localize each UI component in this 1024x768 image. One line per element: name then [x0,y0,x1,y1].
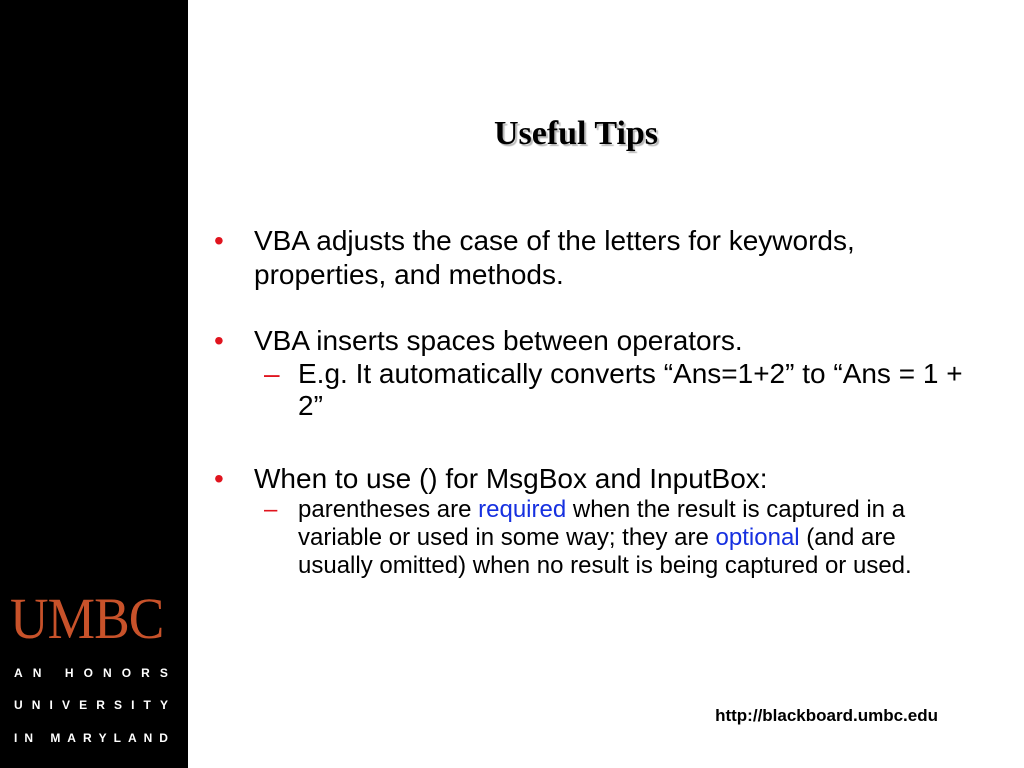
bullet-icon: • [214,225,224,256]
logo-letter [51,666,54,680]
logo-letter: H [64,666,74,680]
logo-letter: R [141,666,150,680]
logo-letter: T [143,698,151,712]
logo-letter: A [14,666,23,680]
logo-letter: L [113,731,121,745]
dash-icon: – [264,496,278,523]
highlight-required: required [478,496,567,523]
logo-letter: O [121,666,132,680]
logo-tagline-line1 [14,666,168,680]
logo-letter: N [32,666,42,680]
slide-title: Useful Tips [493,115,659,152]
sub-bullet-item [264,496,958,580]
bullet-icon: • [214,325,224,356]
sidebar-panel [0,0,188,768]
logo-letter: S [159,666,168,680]
logo-letter: N [143,731,153,745]
sub-text-part: (and are usually omitted) when no result is being captured or used. [298,524,912,579]
logo-letter: E [79,698,88,712]
logo-letter: N [103,666,112,680]
logo-letter: Y [159,698,168,712]
logo-letter: U [14,698,23,712]
logo-letter: D [159,731,168,745]
logo-letter: V [61,698,70,712]
logo-letter: I [14,731,18,745]
bullet-text: VBA inserts spaces between operators. [254,325,743,356]
slide-content [214,224,984,580]
logo-letter: A [127,731,137,745]
bullet-text: When to use () for MsgBox and InputBox: [254,463,768,494]
logo-letter: Y [98,731,107,745]
umbc-logo-wordmark: UMBC [10,586,164,651]
logo-letter [40,731,43,745]
dash-icon: – [264,358,280,389]
logo-letter: I [131,698,135,712]
logo-letter: R [96,698,105,712]
sub-text-part: when the result is captured in a variable or used in some way; they are [298,496,906,551]
logo-letter: N [31,698,41,712]
logo-letter: M [50,731,61,745]
sub-text-part: parentheses are [298,496,479,523]
bullet-item [214,462,984,496]
footer-url[interactable]: http://blackboard.umbc.edu [715,706,938,725]
logo-letter: S [113,698,122,712]
bullet-text: VBA adjusts the case of the letters for keywords, properties, and methods. [254,225,855,290]
sub-bullet-item [264,358,984,422]
logo-letter: R [82,731,92,745]
highlight-optional: optional [715,524,800,551]
bullet-item [214,324,984,358]
bullet-icon: • [214,463,224,494]
logo-letter: N [24,731,33,745]
bullet-item [214,224,984,292]
logo-letter: A [67,731,76,745]
logo-letter: I [49,698,53,712]
logo-letter: O [83,666,93,680]
sub-bullet-text: E.g. It automatically converts “Ans=1+2” to “Ans = 1 + 2” [298,358,963,421]
logo-tagline-line2 [14,698,168,712]
logo-tagline-line3 [14,731,168,745]
